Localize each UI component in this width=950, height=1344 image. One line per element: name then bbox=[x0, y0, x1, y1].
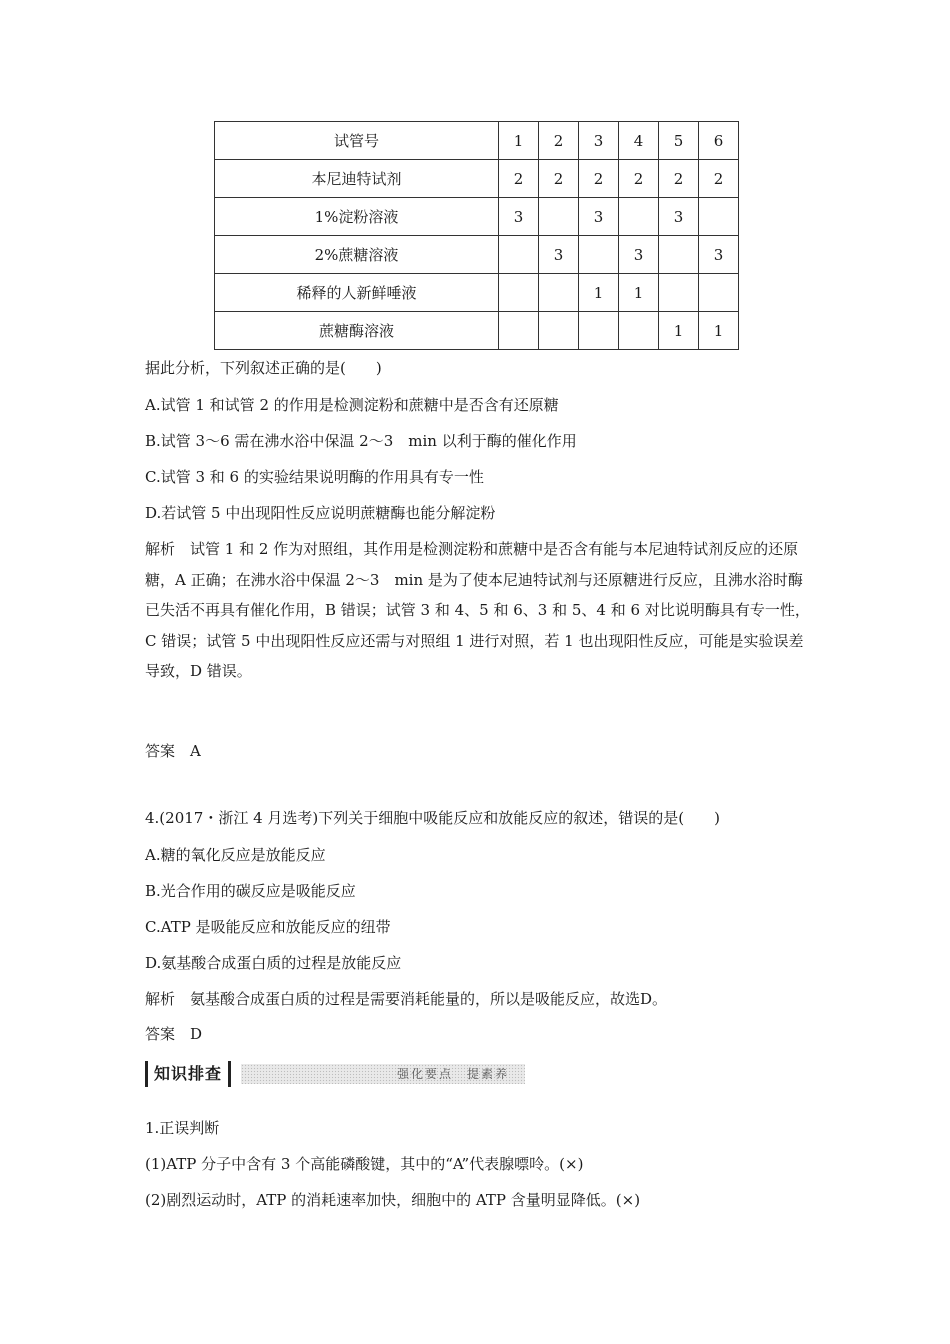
table-cell: 1 bbox=[579, 274, 619, 312]
table-cell: 2 bbox=[539, 122, 579, 160]
table-cell bbox=[659, 274, 699, 312]
table-cell: 3 bbox=[579, 122, 619, 160]
table-row bbox=[215, 198, 739, 236]
table-cell: 蔗糖酶溶液 bbox=[215, 312, 499, 350]
table-cell: 1 bbox=[659, 312, 699, 350]
table-cell bbox=[619, 312, 659, 350]
answer-line: 答案 D bbox=[145, 1025, 203, 1043]
table-cell: 6 bbox=[699, 122, 739, 160]
option-b: B.光合作用的碳反应是吸能反应 bbox=[145, 882, 356, 900]
table-cell: 2 bbox=[539, 160, 579, 198]
option-a: A.试管 1 和试管 2 的作用是检测淀粉和蔗糖中是否含有还原糖 bbox=[145, 396, 559, 414]
table-cell: 5 bbox=[659, 122, 699, 160]
table-cell: 2 bbox=[699, 160, 739, 198]
table-cell bbox=[539, 198, 579, 236]
question-stem: 据此分析，下列叙述正确的是( ) bbox=[145, 359, 382, 377]
table-cell: 3 bbox=[539, 236, 579, 274]
table-cell: 2 bbox=[499, 160, 539, 198]
table-cell bbox=[699, 274, 739, 312]
table-cell: 2 bbox=[659, 160, 699, 198]
section-banner bbox=[145, 1061, 525, 1087]
table-row bbox=[215, 274, 739, 312]
table-cell: 1 bbox=[499, 122, 539, 160]
experiment-table bbox=[214, 121, 739, 350]
table-header-row bbox=[215, 122, 739, 160]
table-cell bbox=[619, 198, 659, 236]
option-c: C.ATP 是吸能反应和放能反应的纽带 bbox=[145, 918, 391, 936]
table-cell: 本尼迪特试剂 bbox=[215, 160, 499, 198]
table-cell: 试管号 bbox=[215, 122, 499, 160]
analysis-text: 解析 氨基酸合成蛋白质的过程是需要消耗能量的，所以是吸能反应，故选D。 bbox=[145, 990, 668, 1008]
table-cell: 2%蔗糖溶液 bbox=[215, 236, 499, 274]
table-cell: 3 bbox=[619, 236, 659, 274]
review-heading: 1.正误判断 bbox=[145, 1119, 220, 1137]
table-cell: 稀释的人新鲜唾液 bbox=[215, 274, 499, 312]
analysis-text: 解析 试管 1 和 2 作为对照组，其作用是检测淀粉和蔗糖中是否含有能与本尼迪特试剂反应的还原糖，A 正确；在沸水浴中保温 2～3 min 是为了使本尼迪特试剂与还原糖进行反应，且沸水浴时酶已失活不再具有催化作用，B 错误；试管 3 和 4、5 和 6、3 和 5、4 和 6 对比说明酶具有专一性，C 错误；试管 5 中出现阳性反应还需与对照组 1 进行对照，若 1 也出现阳性反应，可能是实验误差导致，D 错误。 bbox=[145, 540, 810, 680]
table-row bbox=[215, 312, 739, 350]
table-cell bbox=[539, 312, 579, 350]
table-cell: 4 bbox=[619, 122, 659, 160]
option-c: C.试管 3 和 6 的实验结果说明酶的作用具有专一性 bbox=[145, 468, 484, 486]
review-item: (2)剧烈运动时，ATP 的消耗速率加快，细胞中的 ATP 含量明显降低。(×) bbox=[145, 1191, 641, 1209]
analysis-paragraph bbox=[145, 534, 810, 687]
review-item: (1)ATP 分子中含有 3 个高能磷酸键，其中的“A”代表腺嘌呤。(×) bbox=[145, 1155, 584, 1173]
table-cell bbox=[539, 274, 579, 312]
table-cell bbox=[659, 236, 699, 274]
table-cell: 3 bbox=[499, 198, 539, 236]
table-row bbox=[215, 236, 739, 274]
answer-line: 答案 A bbox=[145, 742, 201, 760]
question-stem: 4.(2017・浙江 4 月选考)下列关于细胞中吸能反应和放能反应的叙述，错误的是( ) bbox=[145, 809, 720, 827]
table-cell: 1%淀粉溶液 bbox=[215, 198, 499, 236]
section-title: 知识排查 bbox=[145, 1061, 231, 1087]
table-cell bbox=[579, 236, 619, 274]
table-cell bbox=[499, 236, 539, 274]
option-d: D.氨基酸合成蛋白质的过程是放能反应 bbox=[145, 954, 402, 972]
table-cell: 3 bbox=[579, 198, 619, 236]
section-subtitle-bar bbox=[241, 1064, 525, 1084]
table-cell bbox=[699, 198, 739, 236]
table-row bbox=[215, 160, 739, 198]
table-cell bbox=[499, 274, 539, 312]
table-cell: 1 bbox=[699, 312, 739, 350]
option-a: A.糖的氧化反应是放能反应 bbox=[145, 846, 326, 864]
section-subtitle: 强化要点 提素养 bbox=[396, 1067, 509, 1081]
table-cell bbox=[499, 312, 539, 350]
table-cell: 1 bbox=[619, 274, 659, 312]
table-cell: 2 bbox=[619, 160, 659, 198]
table-cell bbox=[579, 312, 619, 350]
table-cell: 3 bbox=[659, 198, 699, 236]
table-cell: 3 bbox=[699, 236, 739, 274]
option-b: B.试管 3～6 需在沸水浴中保温 2～3 min 以利于酶的催化作用 bbox=[145, 432, 577, 450]
option-d: D.若试管 5 中出现阳性反应说明蔗糖酶也能分解淀粉 bbox=[145, 504, 496, 522]
table-cell: 2 bbox=[579, 160, 619, 198]
